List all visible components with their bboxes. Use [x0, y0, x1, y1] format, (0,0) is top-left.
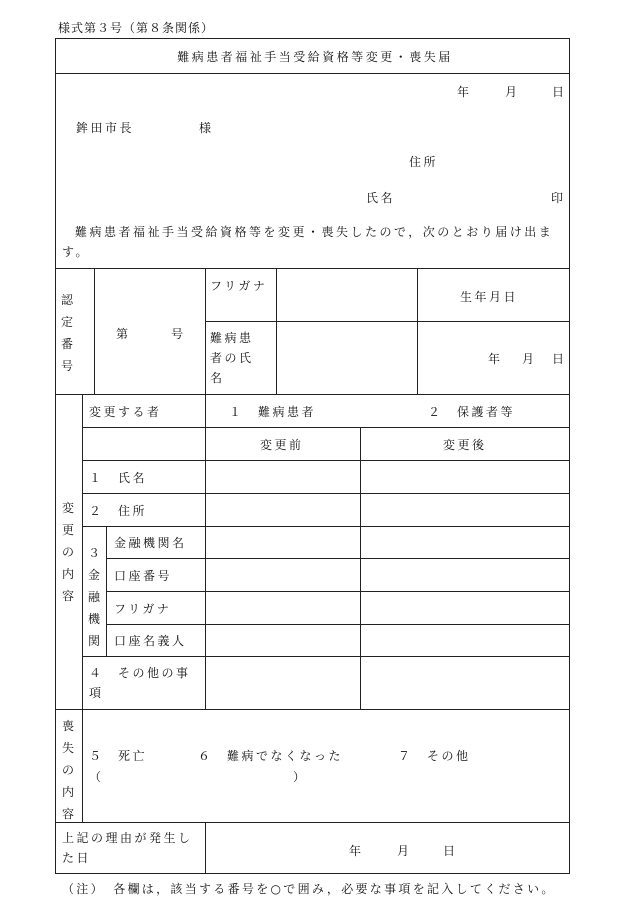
cert-dai: 第: [116, 327, 131, 341]
account-furigana-label: フリガナ: [114, 602, 172, 616]
loss-section-label: 喪失の内容: [61, 719, 74, 821]
reason-month: 月: [397, 844, 412, 858]
form-number-label: 様式第３号（第８条関係）: [58, 21, 215, 35]
birth-month: 月: [522, 352, 537, 366]
patient-name-field[interactable]: [276, 321, 417, 394]
changer-option-guardian[interactable]: ２ 保護者等: [428, 405, 516, 419]
divider-loss: [55, 822, 570, 823]
addressee: 鉾田市長: [76, 121, 135, 135]
cert-number-label: 認定番号: [60, 293, 73, 373]
name-label: 氏名: [366, 191, 396, 205]
furigana-field[interactable]: [276, 268, 417, 321]
before-header: 変更前: [260, 438, 304, 452]
cert-go: 号: [171, 327, 186, 341]
date-day: 日: [552, 85, 567, 99]
loss-option-death[interactable]: ５ 死亡: [89, 749, 148, 763]
vline-loss-label: [82, 709, 83, 822]
date-year: 年: [457, 85, 472, 99]
reason-day: 日: [443, 844, 458, 858]
birth-year: 年: [488, 352, 503, 366]
changer-label: 変更する者: [89, 405, 162, 419]
vline-cert-label: [94, 268, 95, 394]
vline-change-label: [82, 394, 83, 709]
vline-before-after: [360, 427, 361, 709]
birthdate-label: 生年月日: [460, 290, 519, 304]
divider-change: [55, 709, 570, 710]
vline-bank-label: [106, 526, 107, 656]
honorific: 様: [199, 121, 214, 135]
divider-item2: [82, 526, 570, 527]
divider-title: [55, 73, 570, 74]
account-number-label: 口座番号: [114, 569, 173, 583]
item-name: １ 氏名: [89, 471, 148, 485]
item-bank-label: ３金融機関: [87, 546, 100, 648]
item-other: ４ その他の事項: [89, 666, 191, 700]
vline-reason: [205, 822, 206, 874]
divider-before-after: [82, 460, 570, 461]
vline-change-item: [205, 394, 206, 709]
reason-date-label: 上記の理由が発生した日: [62, 831, 193, 865]
divider-furigana: [106, 624, 570, 625]
paren-close: ）: [293, 770, 308, 784]
reason-year: 年: [349, 844, 364, 858]
change-section-label: 変更の内容: [61, 501, 74, 603]
address-label: 住所: [409, 155, 439, 169]
changer-option-patient[interactable]: １ 難病患者: [229, 405, 317, 419]
item-address: ２ 住所: [89, 504, 148, 518]
date-month: 月: [505, 85, 520, 99]
seal-mark: 印: [551, 191, 566, 205]
divider-bank-name: [106, 558, 570, 559]
patient-name-label: 難病患者の氏名: [210, 331, 254, 385]
loss-option-no-longer-ill[interactable]: ６ 難病でなくなった: [198, 749, 344, 763]
furigana-label: フリガナ: [210, 279, 268, 293]
divider-cert: [55, 394, 570, 395]
divider-item1: [82, 493, 570, 494]
bank-name-label: 金融機関名: [114, 536, 187, 550]
paren-open: （: [89, 770, 104, 784]
birth-day: 日: [552, 352, 567, 366]
statement: 難病患者福祉手当受給資格等を変更・喪失したので，次のとおり届け出ます。: [62, 225, 554, 259]
divider-changer: [82, 427, 570, 428]
vline-cert-number: [205, 268, 206, 394]
footnote: （注） 各欄は，該当する番号を○で囲み，必要な事項を記入してください。: [62, 882, 556, 896]
after-header: 変更後: [443, 438, 487, 452]
account-holder-label: 口座名義人: [114, 634, 187, 648]
divider-item3: [82, 656, 570, 657]
divider-account-no: [106, 591, 570, 592]
form-title: 難病患者福祉手当受給資格等変更・喪失届: [177, 50, 453, 64]
loss-option-other[interactable]: ７ その他: [398, 749, 471, 763]
vline-cert-name: [417, 268, 418, 394]
